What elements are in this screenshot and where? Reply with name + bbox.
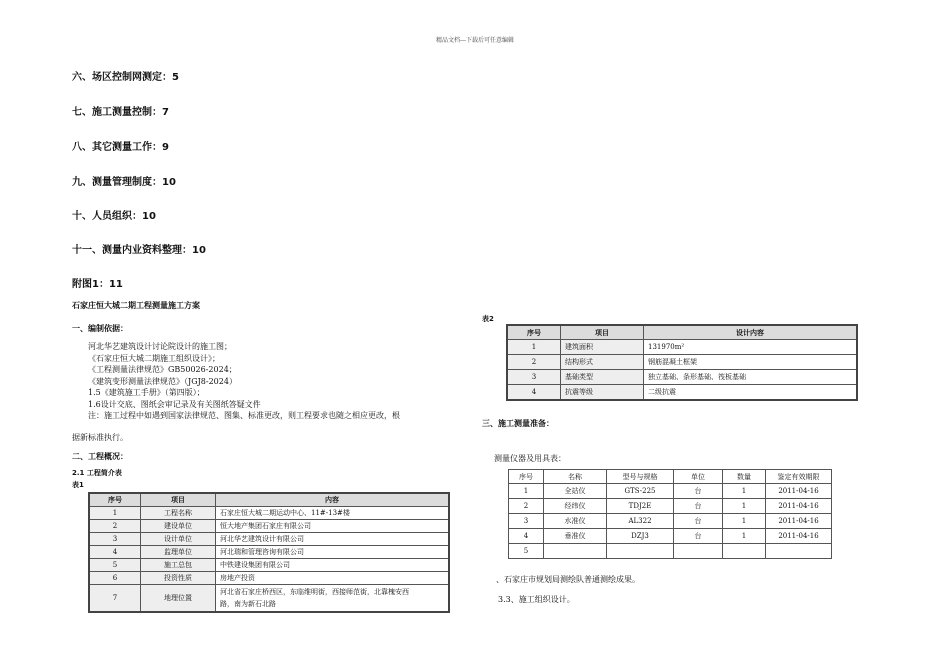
document-title: 石家庄恒大城二期工程测量施工方案 <box>72 301 200 310</box>
cell: 2011-04-16 <box>766 484 832 499</box>
cell-item: 设计单位 <box>141 533 216 546</box>
cell-content: 二级抗震 <box>644 385 858 401</box>
toc-item[interactable]: 九、测量管理制度：10 <box>72 177 176 188</box>
cell-content: 房地产投资 <box>216 572 450 585</box>
section-heading: 一、编制依据： <box>72 324 128 333</box>
table-row <box>507 370 857 385</box>
cell-content: 131970m² <box>644 340 858 355</box>
column-header: 项目 <box>141 493 216 507</box>
instruments-title: 测量仪器及用具表： <box>494 454 566 463</box>
cell: 5 <box>509 544 544 559</box>
basis-line: 《工程测量法律规范》GB50026-2024； <box>88 365 237 374</box>
basis-line: 1.5《建筑施工手册》（第四版）； <box>88 388 205 397</box>
cell-content: 独立基础、条形基础、筏板基础 <box>644 370 858 385</box>
table-row <box>507 385 857 401</box>
cell <box>674 544 723 559</box>
building-info-table <box>506 324 858 401</box>
cell-no: 1 <box>89 507 141 520</box>
cell: 1 <box>723 529 766 544</box>
cell: 台 <box>674 499 723 514</box>
table-row <box>89 559 449 572</box>
basis-list <box>88 341 468 422</box>
cell-item: 抗震等级 <box>561 385 644 401</box>
cell-content <box>216 585 450 613</box>
table-row <box>89 520 449 533</box>
table-header-row <box>509 470 832 484</box>
cell-content: 恒大地产集团石家庄有限公司 <box>216 520 450 533</box>
table-label: 表1 <box>72 481 84 489</box>
table-row <box>89 533 449 546</box>
column-header: 型号与规格 <box>607 470 674 484</box>
cell: GTS-225 <box>607 484 674 499</box>
column-header: 序号 <box>89 493 141 507</box>
table-row <box>509 514 832 529</box>
table-row <box>89 572 449 585</box>
table-row <box>507 355 857 370</box>
cell-item: 地理位置 <box>141 585 216 613</box>
cell: 2011-04-16 <box>766 529 832 544</box>
cell-no: 7 <box>89 585 141 613</box>
cell: 1 <box>723 514 766 529</box>
cell <box>723 544 766 559</box>
toc-item-appendix[interactable]: 附图1：11 <box>72 279 123 290</box>
cell: 1 <box>723 499 766 514</box>
cell-item: 监理单位 <box>141 546 216 559</box>
cell: 2011-04-16 <box>766 514 832 529</box>
table-row <box>509 499 832 514</box>
table-row <box>507 340 857 355</box>
cell <box>766 544 832 559</box>
cell: 垂准仪 <box>544 529 607 544</box>
basis-line: 河北华艺建筑设计讨论院设计的施工图； <box>88 342 232 351</box>
cell-no: 1 <box>507 340 561 355</box>
cell: 2 <box>509 499 544 514</box>
section-heading: 二、工程概况： <box>72 452 128 461</box>
cell-no: 4 <box>89 546 141 559</box>
table-row <box>89 546 449 559</box>
cell: 台 <box>674 529 723 544</box>
subsection-heading: 2.1 工程简介表 <box>72 469 122 477</box>
cell-item: 投资性质 <box>141 572 216 585</box>
toc-item[interactable]: 七、施工测量控制：7 <box>72 107 169 118</box>
basis-line: 1.6设计交底、图纸会审记录及有关图纸答疑文件 <box>88 399 261 409</box>
table-row <box>89 585 449 613</box>
cell-no: 3 <box>89 533 141 546</box>
cell-line: 河北省石家庄桥西区，东临维明街，西接师范街，北靠槐安西 <box>220 588 409 596</box>
cell-item: 基础类型 <box>561 370 644 385</box>
cell <box>544 544 607 559</box>
cell-no: 4 <box>507 385 561 401</box>
cell-no: 3 <box>507 370 561 385</box>
cell: 1 <box>509 484 544 499</box>
cell: 台 <box>674 484 723 499</box>
toc-item[interactable]: 六、场区控制网测定：5 <box>72 72 179 83</box>
table-header-row <box>507 325 857 340</box>
cell: 1 <box>723 484 766 499</box>
project-info-table <box>88 492 450 613</box>
table-label: 表2 <box>482 315 494 323</box>
cell: 2011-04-16 <box>766 499 832 514</box>
cell-item: 结构形式 <box>561 355 644 370</box>
cell-no: 6 <box>89 572 141 585</box>
column-header: 名称 <box>544 470 607 484</box>
column-header: 项目 <box>561 325 644 340</box>
cell: 水准仪 <box>544 514 607 529</box>
column-header: 序号 <box>509 470 544 484</box>
cell-item: 建筑面积 <box>561 340 644 355</box>
cell-line: 路，南为新石北路 <box>220 600 276 608</box>
cell-content: 钢筋混凝土框架 <box>644 355 858 370</box>
cell: TDJ2E <box>607 499 674 514</box>
cell-item: 工程名称 <box>141 507 216 520</box>
cell: 全站仪 <box>544 484 607 499</box>
cell: 4 <box>509 529 544 544</box>
cell-content: 河北瑞和管理咨询有限公司 <box>216 546 450 559</box>
cell-content: 石家庄恒大城二期运动中心、11#-13#楼 <box>216 507 450 520</box>
table-row <box>509 544 832 559</box>
toc-item[interactable]: 八、其它测量工作：9 <box>72 142 169 153</box>
cell: 经纬仪 <box>544 499 607 514</box>
page-header: 精品文档---下载后可任意编辑 <box>435 37 515 44</box>
cell-item: 施工总包 <box>141 559 216 572</box>
cell <box>607 544 674 559</box>
column-header: 数量 <box>723 470 766 484</box>
cell: 台 <box>674 514 723 529</box>
column-header: 设计内容 <box>644 325 858 340</box>
cell-content: 河北华艺建筑设计有限公司 <box>216 533 450 546</box>
column-header: 鉴定有效期限 <box>766 470 832 484</box>
table-row <box>509 484 832 499</box>
toc-item[interactable]: 十一、测量内业资料整理：10 <box>72 245 206 256</box>
column-header: 单位 <box>674 470 723 484</box>
reference-line: 3.3、施工组织设计。 <box>498 595 575 604</box>
toc-item[interactable]: 十、人员组织：10 <box>72 211 156 222</box>
cell: DZJ3 <box>607 529 674 544</box>
cell-no: 2 <box>89 520 141 533</box>
cell-no: 5 <box>89 559 141 572</box>
table-row <box>89 507 449 520</box>
section-heading: 三、施工测量准备： <box>482 419 554 428</box>
cell: 3 <box>509 514 544 529</box>
cell: AL322 <box>607 514 674 529</box>
cell-content: 中铁建设集团有限公司 <box>216 559 450 572</box>
basis-line: 《建筑变形测量法律规范》（JGJ8-2024） <box>88 376 237 386</box>
instruments-table <box>508 469 832 559</box>
table-header-row <box>89 493 449 507</box>
cell-no: 2 <box>507 355 561 370</box>
note-line: 据新标准执行。 <box>72 433 128 442</box>
cell-item: 建设单位 <box>141 520 216 533</box>
reference-line: 、石家庄市规划局测绘队普通测绘成果。 <box>496 575 640 584</box>
column-header: 内容 <box>216 493 450 507</box>
column-header: 序号 <box>507 325 561 340</box>
note-line: 注：施工过程中如遇到国家法律规范、图集、标准更改，则工程要求也随之相应更改，根 <box>88 411 400 420</box>
basis-line: 《石家庄恒大城二期施工组织设计》； <box>88 353 220 363</box>
table-row <box>509 529 832 544</box>
